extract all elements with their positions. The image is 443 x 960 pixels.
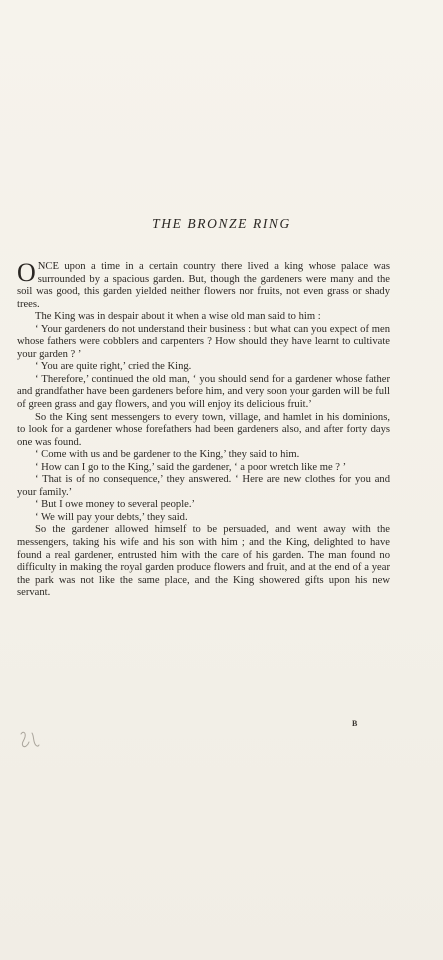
paragraph-7: ‘ Come with us and be gardener to the King,’ they said to him. — [35, 449, 300, 461]
chapter-title: THE BRONZE RING — [152, 216, 291, 231]
paragraph-1 — [17, 258, 390, 311]
paragraph-10: ‘ But I owe money to several people.’ — [35, 499, 196, 511]
paragraph-2: The King was in despair about it when a wise old man said to him : — [35, 311, 321, 323]
paragraph-1-text: NCE upon a time in a certain country there lived a king whose palace was surrounded by a spacious garden. But, though the gardeners were many and the soil was good, this garden yielded neither flowers nor fruits, not even grass or shady trees. — [17, 261, 390, 310]
paragraph-5: ‘ Therefore,’ continued the old man, ‘ you should send for a gardener whose father and grandfather have been gardeners before him, and very soon your garden will be full of green grass and gay flowers, and you will enjoy its delicious fruit.’ — [17, 373, 390, 411]
signature-mark: B — [352, 719, 358, 728]
story-body — [17, 258, 390, 600]
paragraph-9: ‘ That is of no consequence,’ they answered. ‘ Here are new clothes for you and your family.’ — [17, 474, 390, 498]
paragraph-11: ‘ We will pay your debts,’ they said. — [35, 511, 188, 523]
drop-cap: O — [17, 258, 36, 287]
pencil-scribble-icon — [18, 728, 44, 752]
paragraph-12: So the gardener allowed himself to be persuaded, and went away with the messengers, taking his wife and his son with him ; and the King, delighted to have found a real gardener, entrusted him with the care of his garden. The man found no difficulty in making the royal garden produce flowers and fruit, and at the end of a year the park was not like the same place, and the King showered gifts upon his new servant. — [17, 524, 390, 599]
paragraph-6: So the King sent messengers to every town, village, and hamlet in his dominions, to look for a gardener whose forefathers had been gardeners also, and after forty days one was found. — [17, 411, 390, 448]
paragraph-4: ‘ You are quite right,’ cried the King. — [35, 361, 192, 373]
paragraph-8: ‘ How can I go to the King,’ said the gardener, ‘ a poor wretch like me ? ’ — [35, 461, 347, 473]
paragraph-3: ‘ Your gardeners do not understand their business : but what can you expect of men whose fathers were cobblers and carpenters ? How should they have learnt to cultivate your garden ? ’ — [17, 323, 390, 360]
